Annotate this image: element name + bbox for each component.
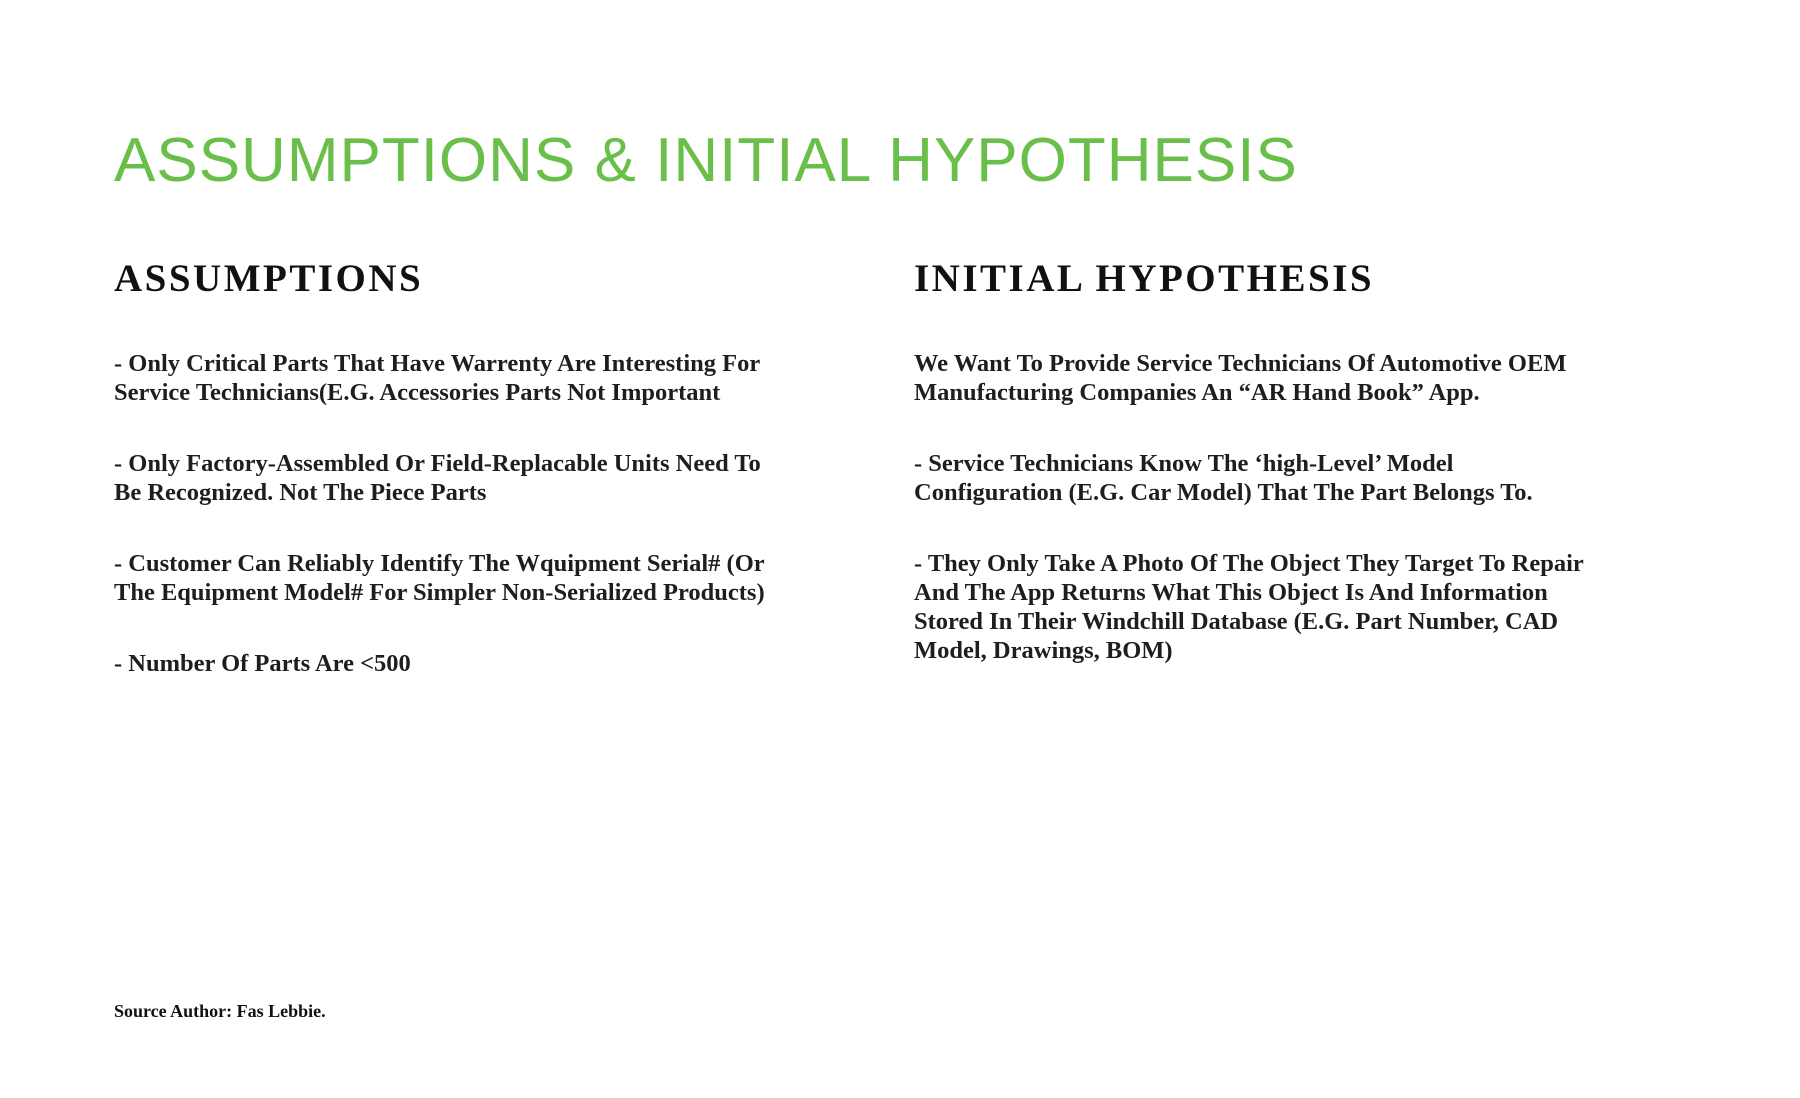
hypothesis-item: We Want To Provide Service Technicians Of Automotive OEM Manufacturing Companies An “AR Hand Book” App. (914, 350, 1567, 406)
assumptions-section (114, 253, 794, 677)
assumption-item: - Customer Can Reliably Identify The Wquipment Serial# (Or The Equipment Model# For Simpler Non-Serialized Products) (114, 550, 765, 606)
assumption-item: - Number Of Parts Are <500 (114, 650, 411, 677)
assumptions-list (114, 349, 794, 720)
hypothesis-section (914, 253, 1594, 664)
source-credit: Source Author: Fas Lebbie. (114, 1001, 326, 1021)
hypothesis-item: - Service Technicians Know The ‘high-Level’ Model Configuration (E.G. Car Model) That The Part Belongs To. (914, 450, 1533, 506)
hypothesis-item: - They Only Take A Photo Of The Object They Target To Repair And The App Returns What This Object Is And Information Stored In Their Windchill Database (E.G. Part Number, CAD Model, Drawings, BOM) (914, 550, 1584, 664)
assumptions-heading: ASSUMPTIONS (114, 257, 424, 300)
hypothesis-list (914, 349, 1594, 707)
hypothesis-heading: INITIAL HYPOTHESIS (914, 257, 1375, 300)
assumption-item: - Only Factory-Assembled Or Field-Replacable Units Need To Be Recognized. Not The Piece Parts (114, 450, 761, 506)
assumption-item: - Only Critical Parts That Have Warrenty Are Interesting For Service Technicians(E.G. Accessories Parts Not Important (114, 350, 760, 406)
slide-title: ASSUMPTIONS & INITIAL HYPOTHESIS (114, 126, 1298, 195)
